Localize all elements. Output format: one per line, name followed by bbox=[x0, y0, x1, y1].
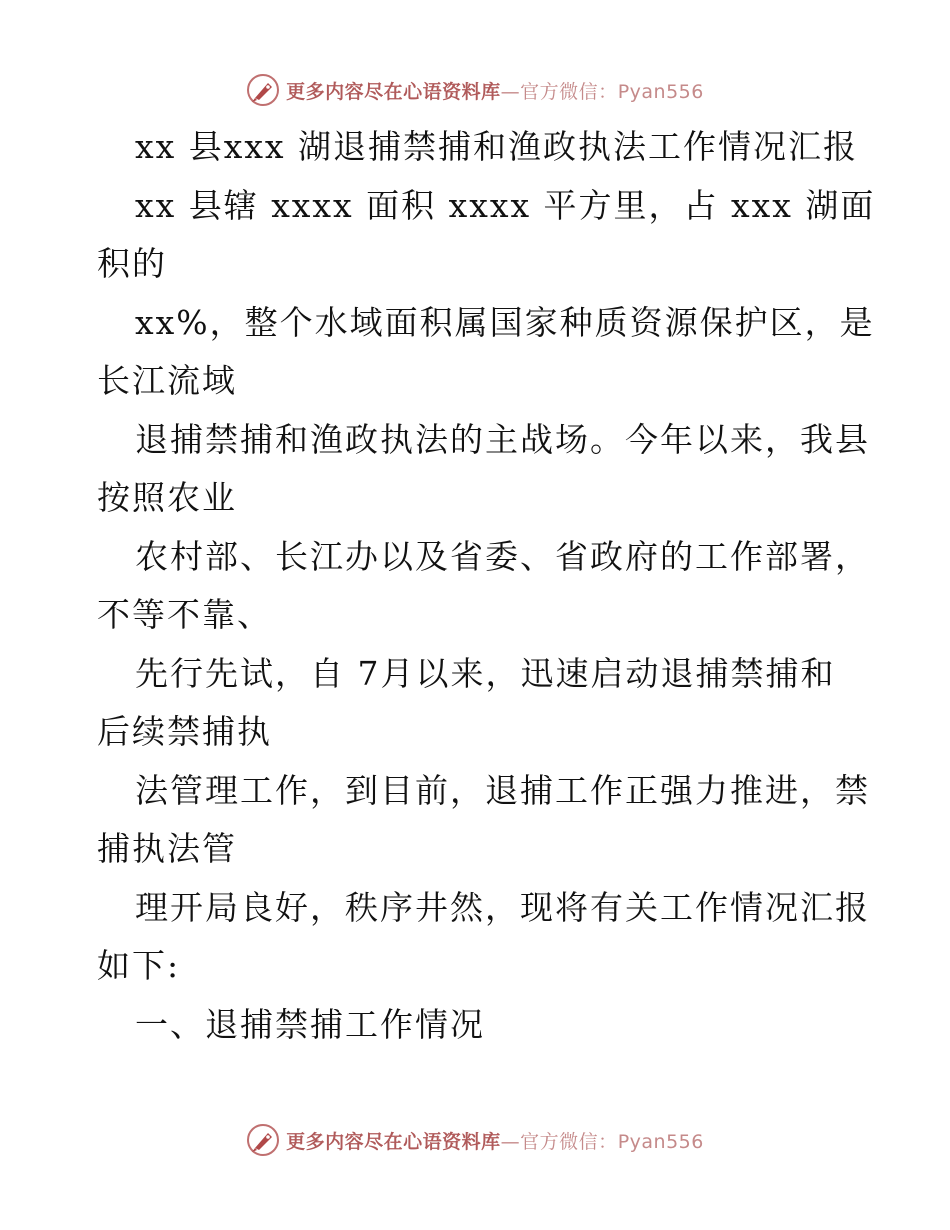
pen-nib-logo-icon bbox=[246, 1123, 280, 1157]
text-line: 积的 bbox=[97, 244, 167, 283]
watermark-separator-text: —官方微信： bbox=[500, 80, 618, 103]
text-line: 先行先试，自 7月以来，迅速启动退捕禁捕和 bbox=[135, 653, 836, 693]
watermark-separator-text: —官方微信： bbox=[500, 1130, 618, 1153]
text-line: xx 县辖 xxxx 面积 xxxx 平方里，占 xxx 湖面 bbox=[135, 185, 876, 225]
text-line: 捕执法管 bbox=[97, 829, 237, 868]
text-line: 理开局良好，秩序井然，现将有关工作情况汇报 bbox=[135, 887, 870, 927]
watermark-footer bbox=[0, 1120, 950, 1160]
section-heading: 一、退捕禁捕工作情况 bbox=[135, 1004, 485, 1044]
text-line: 不等不靠、 bbox=[97, 595, 272, 634]
watermark-main-text: 更多内容尽在心语资料库 bbox=[286, 80, 501, 103]
text-line: xx%，整个水域面积属国家种质资源保护区，是 bbox=[135, 302, 875, 342]
watermark-wechat-id: Pyan556 bbox=[617, 1130, 704, 1153]
text-line: 按照农业 bbox=[97, 478, 237, 517]
watermark-main-text: 更多内容尽在心语资料库 bbox=[286, 1130, 501, 1153]
text-line: 长江流域 bbox=[97, 361, 237, 400]
watermark-text bbox=[286, 1127, 704, 1154]
text-line: 后续禁捕执 bbox=[97, 712, 272, 751]
text-line: 如下: bbox=[97, 946, 181, 985]
watermark-text bbox=[286, 77, 704, 104]
watermark-header bbox=[0, 70, 950, 110]
pen-nib-logo-icon bbox=[246, 73, 280, 107]
text-line: 农村部、长江办以及省委、省政府的工作部署， bbox=[135, 536, 870, 576]
text-line: 法管理工作，到目前，退捕工作正强力推进，禁 bbox=[135, 770, 870, 810]
document-body bbox=[97, 118, 876, 1054]
watermark-wechat-id: Pyan556 bbox=[617, 80, 704, 103]
text-line: 退捕禁捕和渔政执法的主战场。今年以来，我县 bbox=[135, 419, 870, 459]
document-title-line: xx 县xxx 湖退捕禁捕和渔政执法工作情况汇报 bbox=[135, 127, 859, 166]
